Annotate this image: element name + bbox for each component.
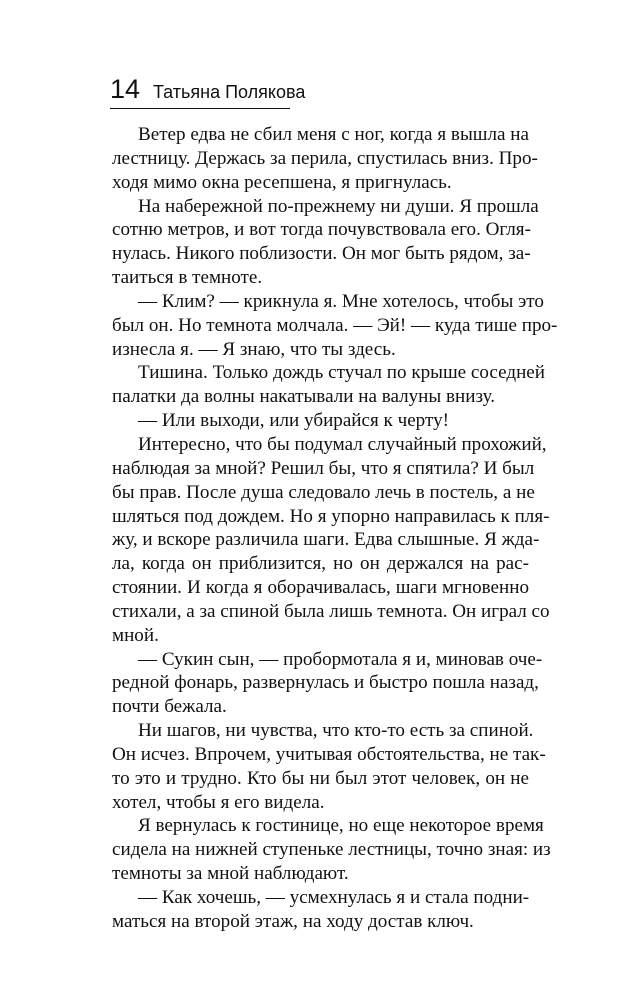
text-line: ходя мимо окна ресепшена, я пригнулась. xyxy=(112,171,452,193)
text-line: Ветер едва не сбил меня с ног, когда я вышла на xyxy=(138,124,529,145)
text-line: то это и трудно. Кто бы ни был этот человек, он не xyxy=(112,767,529,789)
text-line: редной фонарь, развернулась и быстро пошла назад, xyxy=(112,672,539,694)
text-line: Тишина. Только дождь стучал по крыше соседней xyxy=(138,362,545,384)
text-line: шляться под дождем. Но я упорно направилась к пля- xyxy=(112,505,550,527)
body-text xyxy=(112,123,558,934)
text-line: таиться в темноте. xyxy=(112,267,263,289)
text-line: — Клим? — крикнула я. Мне хотелось, чтобы это xyxy=(138,290,544,312)
text-line: лестницу. Держась за перила, спустилась вниз. Про- xyxy=(112,147,538,169)
running-header xyxy=(110,74,306,109)
text-line: почти бежала. xyxy=(112,696,227,718)
text-line: хотел, чтобы я его видела. xyxy=(112,791,325,813)
text-line: нулась. Никого поблизости. Он мог быть рядом, за- xyxy=(112,243,531,265)
text-line: маться на второй этаж, на ходу достав ключ. xyxy=(112,910,474,932)
text-line: Интересно, что бы подумал случайный прохожий, xyxy=(138,433,547,455)
text-line: — Как хочешь, — усмехнулась я и стала подни- xyxy=(138,887,530,908)
text-line: бы прав. После душа следовало лечь в постель, а не xyxy=(112,481,535,503)
text-line: ла, когда он приблизится, но он держался на рас- xyxy=(112,553,529,575)
page-number: 14 xyxy=(110,74,141,104)
text-line: сотню метров, и вот тогда почувствовала его. Огля- xyxy=(112,219,531,241)
author-name: Татьяна Полякова xyxy=(153,82,306,102)
text-line: изнесла я. — Я знаю, что ты здесь. xyxy=(112,338,396,360)
text-line: — Сукин сын, — пробормотала я и, миновав оче- xyxy=(138,648,543,670)
text-line: темноты за мной наблюдают. xyxy=(112,863,349,885)
text-line: Он исчез. Впрочем, учитывая обстоятельства, не так- xyxy=(112,743,546,765)
text-line: наблюдая за мной? Решил бы, что я спятила? И был xyxy=(112,457,535,479)
text-line: На набережной по-прежнему ни души. Я прошла xyxy=(138,195,539,217)
text-line: был он. Но темнота молчала. — Эй! — куда тише про- xyxy=(112,314,558,336)
text-line: стоянии. И когда я оборачивалась, шаги мгновенно xyxy=(112,577,529,599)
text-line: палатки да волны накатывали на валуны внизу. xyxy=(112,386,496,408)
text-line: Я вернулась к гостинице, но еще некоторое время xyxy=(138,815,544,837)
text-line: жу, и вскоре различила шаги. Едва слышные. Я жда- xyxy=(112,529,540,551)
text-line: сидела на нижней ступеньке лестницы, точно зная: из xyxy=(112,839,551,861)
text-line: — Или выходи, или убирайся к черту! xyxy=(138,410,449,432)
text-line: мной. xyxy=(112,624,159,646)
text-line: стихали, а за спиной была лишь темнота. Он играл со xyxy=(112,600,550,622)
text-line: Ни шагов, ни чувства, что кто-то есть за спиной. xyxy=(138,720,534,742)
